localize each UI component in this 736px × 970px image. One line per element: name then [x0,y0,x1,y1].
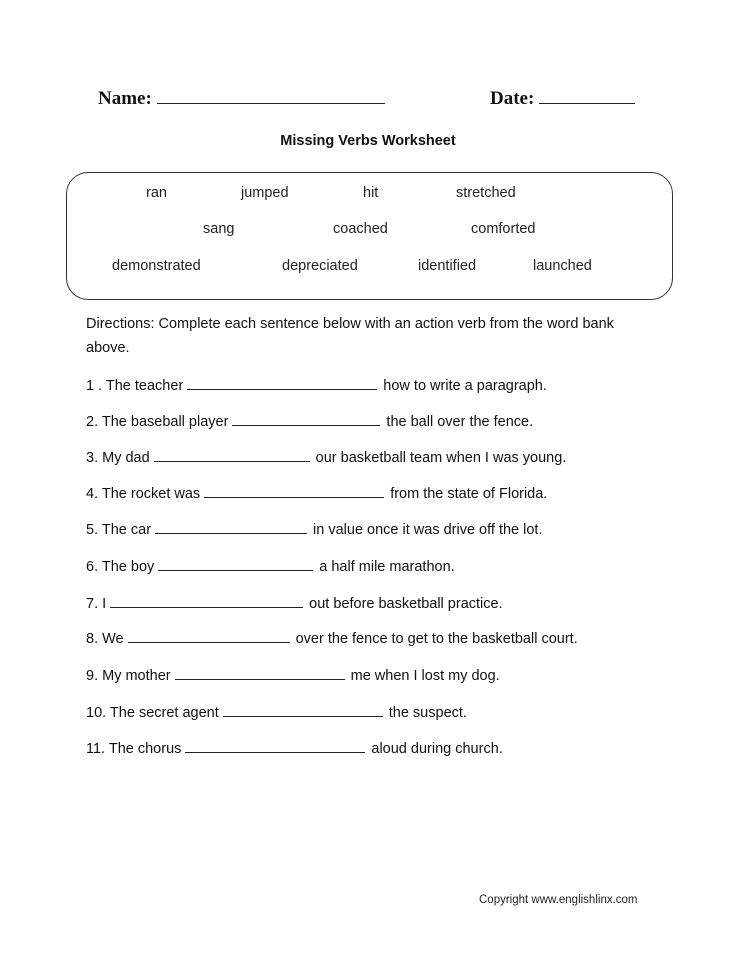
word-bank-item: depreciated [282,258,358,274]
date-field [490,88,635,110]
question-text: the ball over the fence. [386,414,534,430]
date-line[interactable] [539,103,635,104]
word-bank-item: comforted [471,221,536,237]
answer-blank[interactable] [204,483,384,498]
question-text: aloud during church. [371,741,503,757]
question-row [86,628,578,647]
question-row [86,375,547,394]
word-bank-item: jumped [241,185,289,201]
answer-blank[interactable] [175,665,345,680]
question-text: 11. The chorus [86,741,182,757]
answer-blank[interactable] [232,411,380,426]
word-bank-item: coached [333,221,388,237]
copyright: Copyright www.englishlinx.com [479,894,638,906]
directions: Directions: Complete each sentence below with an action verb from the word bank above. [86,316,614,356]
answer-blank[interactable] [128,628,290,643]
question-row [86,447,566,466]
answer-blank[interactable] [110,593,303,608]
question-text: 1 . The teacher [86,378,184,394]
question-row [86,593,503,612]
question-text: a half mile marathon. [319,559,455,575]
name-field [98,88,385,110]
question-text: 7. I [86,596,107,612]
name-label: Name: [98,88,152,109]
answer-blank[interactable] [155,519,307,534]
word-bank-item: stretched [456,185,516,201]
question-text: over the fence to get to the basketball court. [295,631,578,647]
question-text: how to write a paragraph. [383,378,547,394]
question-row [86,519,542,538]
question-row [86,738,503,757]
question-text: the suspect. [388,705,467,721]
name-line[interactable] [157,103,385,104]
question-text: our basketball team when I was young. [315,450,567,466]
word-bank-item: ran [146,185,167,201]
answer-blank[interactable] [154,447,310,462]
question-text: 6. The boy [86,559,155,575]
word-bank-item: sang [203,221,235,237]
question-row [86,483,547,502]
word-bank-item: launched [533,258,592,274]
question-text: 10. The secret agent [86,705,219,721]
question-text: 8. We [86,631,124,647]
answer-blank[interactable] [187,375,377,390]
question-text: in value once it was drive off the lot. [313,522,543,538]
answer-blank[interactable] [185,738,365,753]
question-row [86,665,500,684]
question-text: out before basketball practice. [309,596,503,612]
question-row [86,702,467,721]
question-text: 9. My mother [86,668,171,684]
answer-blank[interactable] [158,556,313,571]
question-row [86,556,455,575]
word-bank-item: demonstrated [112,258,201,274]
question-text: 2. The baseball player [86,414,229,430]
date-label: Date: [490,88,535,109]
question-row [86,411,533,430]
question-text: 3. My dad [86,450,150,466]
word-bank-item: hit [363,185,379,201]
question-text: from the state of Florida. [390,486,548,502]
question-text: me when I lost my dog. [350,668,500,684]
answer-blank[interactable] [223,702,383,717]
question-text: 4. The rocket was [86,486,201,502]
page-title: Missing Verbs Worksheet [280,133,456,149]
question-text: 5. The car [86,522,152,538]
word-bank-item: identified [418,258,477,274]
